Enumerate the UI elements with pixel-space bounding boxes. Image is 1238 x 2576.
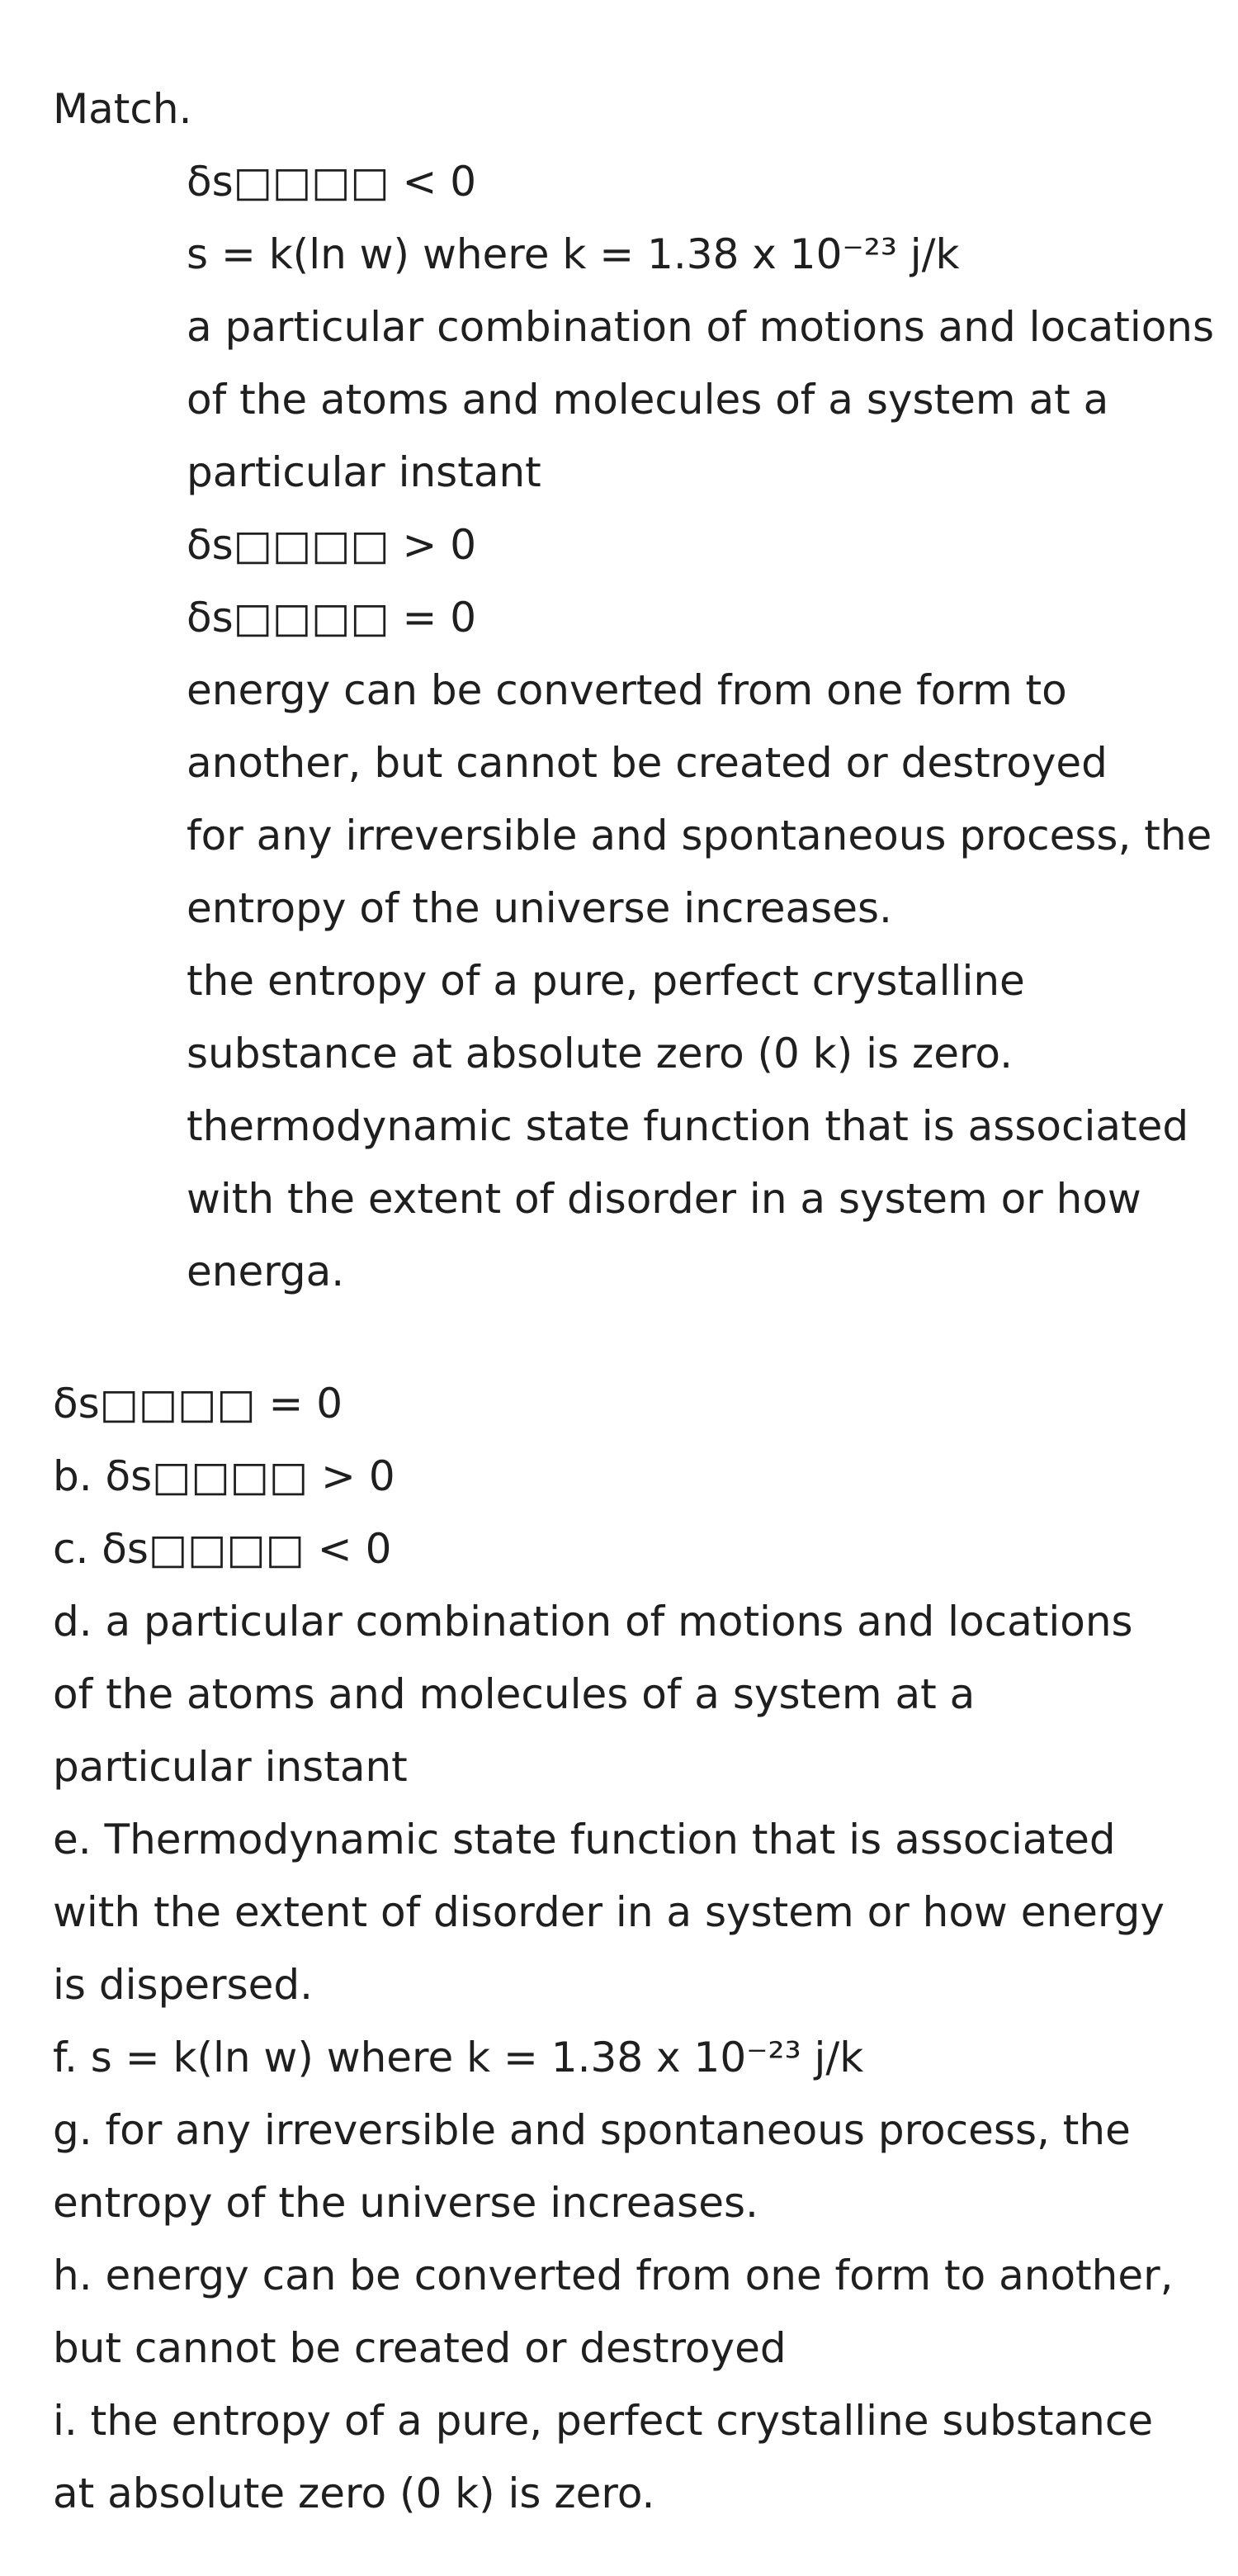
answer-option: d. a particular combination of motions and locations of the atoms and molecules of a system at a particular instant (53, 1598, 1133, 1791)
answer-option: h. energy can be converted from one form to another, but cannot be created or destroyed (53, 2252, 1174, 2372)
match-statement: δs□□□□ < 0 (187, 158, 477, 206)
match-statement: δs□□□□ = 0 (187, 594, 477, 642)
answer-options (53, 1367, 1185, 2530)
match-statement: s = k(ln w) where k = 1.38 x 10⁻²³ j/k (187, 230, 960, 278)
answer-option: f. s = k(ln w) where k = 1.38 x 10⁻²³ j/k (53, 2034, 864, 2081)
section-spacer (53, 1308, 1185, 1367)
answer-option: e. Thermodynamic state function that is associated with the extent of disorder in a system or how energy is dispersed. (53, 1816, 1165, 2009)
match-statement: δs□□□□ > 0 (187, 521, 477, 569)
match-statement: a particular combination of motions and locations of the atoms and molecules of a system at a particular instant (187, 303, 1215, 496)
answer-option: b. δs□□□□ > 0 (53, 1452, 395, 1500)
answer-option: g. for any irreversible and spontaneous process, the entropy of the universe increases. (53, 2106, 1131, 2227)
match-statement: for any irreversible and spontaneous process, the entropy of the universe increases. (187, 812, 1212, 932)
answer-option: c. δs□□□□ < 0 (53, 1525, 392, 1573)
match-statements (53, 145, 1215, 1308)
match-statement: thermodynamic state function that is associated with the extent of disorder in a system or how energa. (187, 1102, 1189, 1295)
match-statement: the entropy of a pure, perfect crystalline substance at absolute zero (0 k) is zero. (187, 957, 1025, 1077)
match-statement: energy can be converted from one form to another, but cannot be created or destroyed (187, 666, 1108, 787)
question-title: Match. (53, 85, 192, 133)
answer-option: i. the entropy of a pure, perfect crystalline substance at absolute zero (0 k) is zero. (53, 2397, 1154, 2517)
answer-option: δs□□□□ = 0 (53, 1380, 343, 1428)
